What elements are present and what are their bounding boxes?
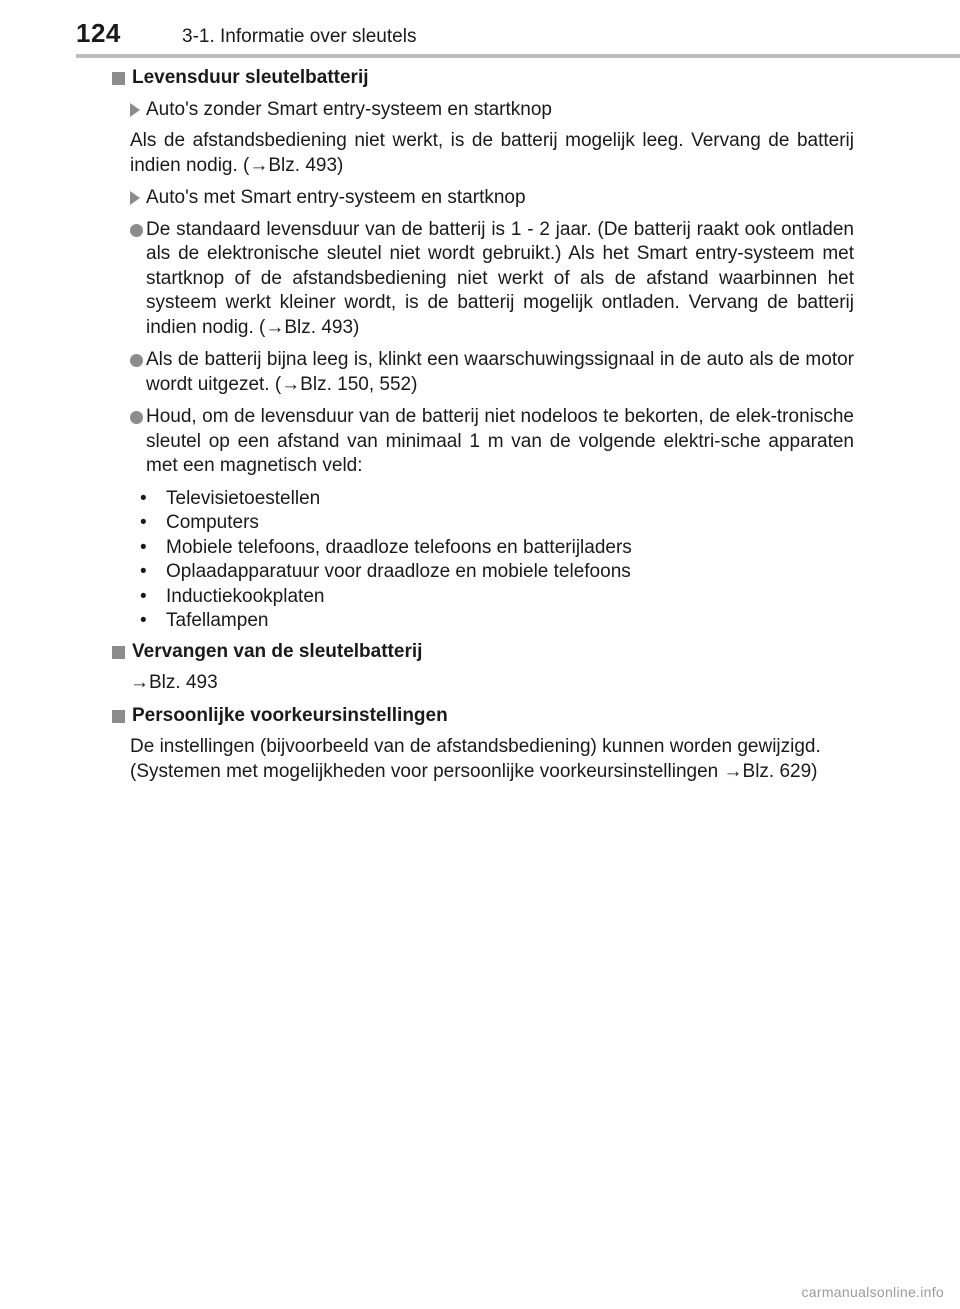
heading-text: Levensduur sleutelbatterij (132, 67, 369, 88)
heading-text: Vervangen van de sleutelbatterij (132, 640, 423, 662)
list-item-text: Mobiele telefoons, draadloze telefoons en batterijladers (166, 536, 632, 558)
heading-replace-battery (110, 640, 854, 665)
page-reference: →Blz. 493 (130, 672, 218, 693)
bullet-standard-life (110, 218, 854, 341)
appliance-list (110, 487, 854, 634)
list-item-text: Oplaadapparatuur voor draadloze en mobiele telefoons (166, 561, 631, 582)
page-header (76, 14, 956, 54)
bullet-magnetic-field (110, 405, 854, 479)
square-marker-icon (112, 646, 125, 659)
bullet-dot-icon: • (140, 512, 147, 533)
circle-bullet-icon (130, 411, 143, 424)
circle-bullet-icon (130, 354, 143, 367)
header-rule (76, 54, 960, 58)
subheading-with-smart-entry (110, 186, 854, 211)
triangle-marker-icon (130, 103, 140, 117)
heading-personal-settings (110, 704, 854, 729)
list-item (140, 536, 854, 561)
triangle-marker-icon (130, 191, 140, 205)
bullet-text: De standaard levensduur van de batterij is 1 - 2 jaar. (De batterij raakt ook ontladen als de elektronische sleutel niet wordt gebruikt.) Als het Smart entry-systeem met startknop of de afstandsbediening niet werkt of als de afstand waarbinnen het systeem werkt kleiner wordt, is de batterij mogelijk ontladen. Vervang de batterij indien nodig. (→Blz. 493) (146, 218, 854, 338)
list-item (140, 585, 854, 610)
square-marker-icon (112, 72, 125, 85)
paragraph-settings: De instellingen (bijvoorbeeld van de afstandsbediening) kunnen worden gewijzigd. (130, 736, 821, 757)
subheading-without-smart-entry (110, 98, 854, 123)
bullet-dot-icon: • (140, 561, 147, 582)
paragraph-systems: (Systemen met mogelijkheden voor persoonlijke voorkeursinstellingen →Blz. 629) (130, 760, 818, 782)
list-item (140, 487, 854, 512)
page-number: 124 (76, 18, 121, 48)
bullet-dot-icon: • (140, 610, 147, 631)
list-item-text: Televisietoestellen (166, 487, 321, 509)
list-item (140, 609, 854, 634)
bullet-text: Houd, om de levensduur van de batterij niet nodeloos te bekorten, de elek-tronische sleutel op een afstand van minimaal 1 m van de volgende elektri-sche apparaten met een magnetisch veld: (146, 406, 854, 476)
list-item (140, 511, 854, 536)
bullet-dot-icon: • (140, 585, 147, 607)
list-item-text: Tafellampen (166, 610, 269, 631)
bullet-dot-icon: • (140, 487, 147, 509)
list-item (140, 560, 854, 585)
heading-text: Persoonlijke voorkeursinstellingen (132, 704, 448, 726)
heading-battery-life (110, 66, 854, 91)
circle-bullet-icon (130, 224, 143, 237)
watermark: carmanualsonline.info (801, 1284, 944, 1300)
subheading-text: Auto's met Smart entry-systeem en startknop (146, 187, 526, 208)
bullet-warning-signal (110, 348, 854, 397)
bullet-text: Als de batterij bijna leeg is, klinkt een waarschuwingssignaal in de auto als de motor wordt uitgezet. (→Blz. 150, 552) (146, 349, 854, 395)
bullet-dot-icon: • (140, 536, 147, 558)
section-title: 3-1. Informatie over sleutels (182, 26, 417, 47)
square-marker-icon (112, 710, 125, 723)
paragraph-remote-battery: Als de afstandsbediening niet werkt, is de batterij mogelijk leeg. Vervang de batterij indien nodig. (→Blz. 493) (130, 130, 854, 176)
subheading-text: Auto's zonder Smart entry-systeem en startknop (146, 98, 552, 120)
page-content (110, 66, 854, 792)
list-item-text: Computers (166, 512, 259, 533)
list-item-text: Inductiekookplaten (166, 585, 325, 607)
